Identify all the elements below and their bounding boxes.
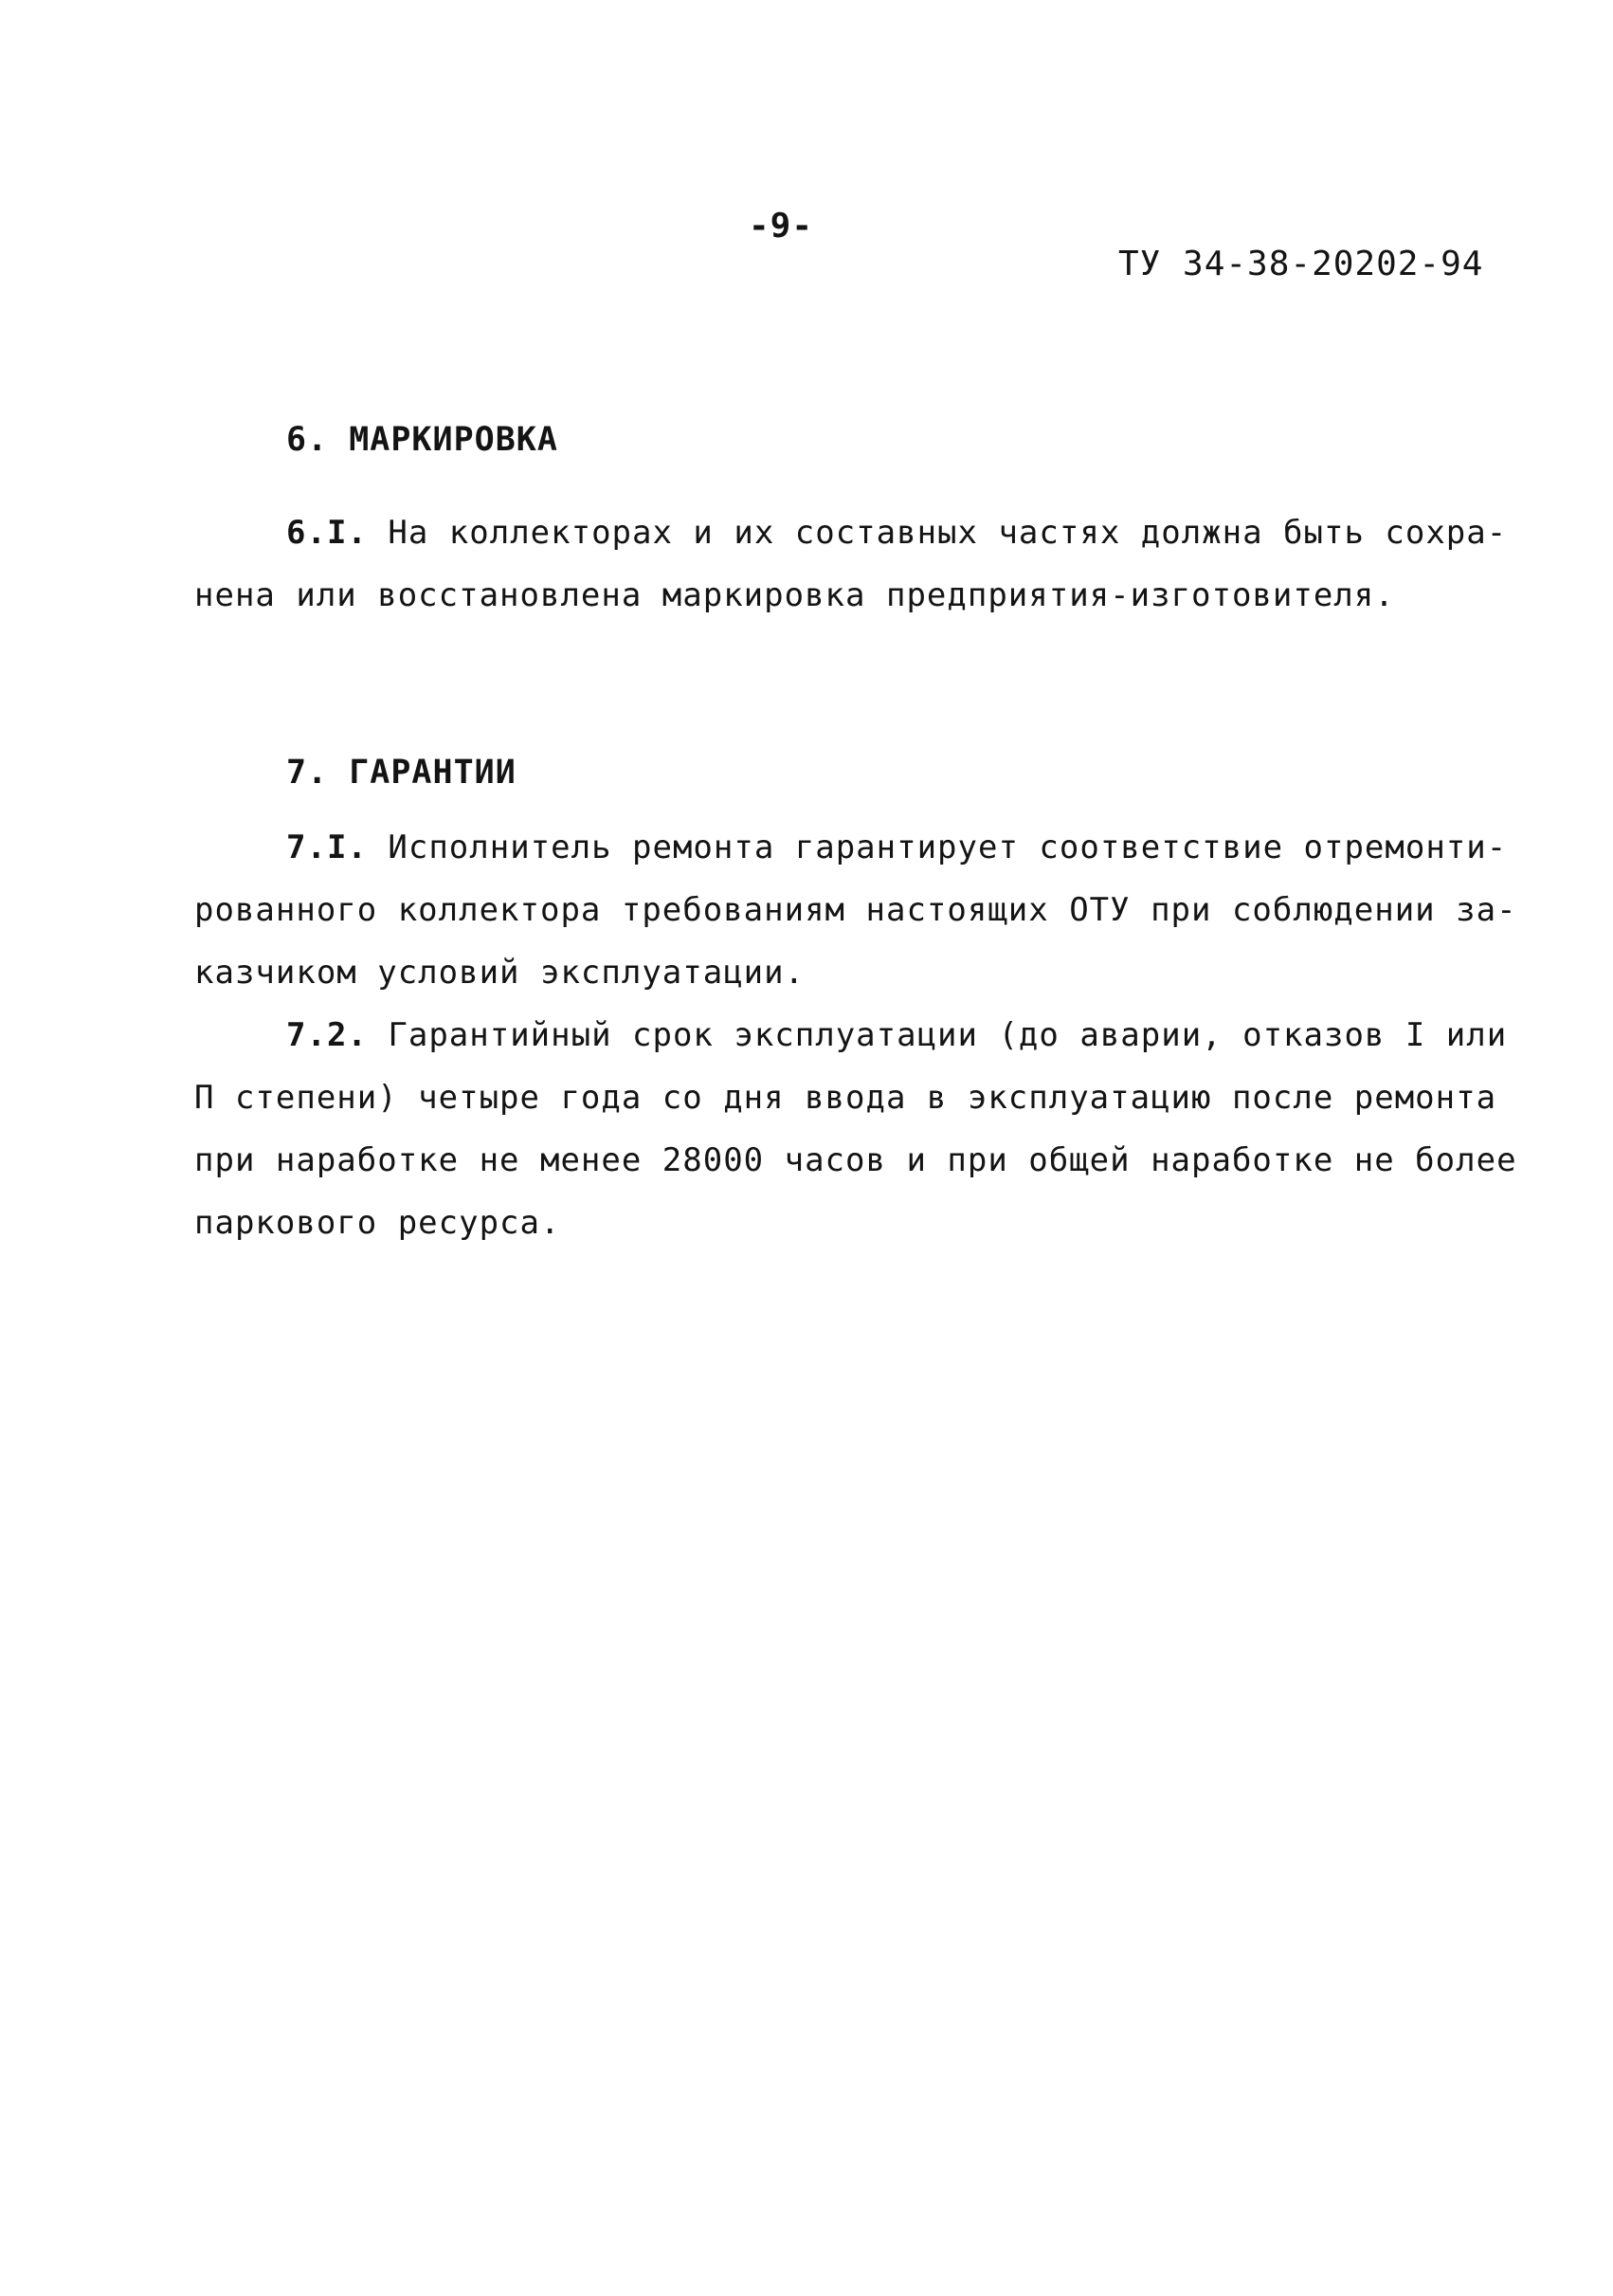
paragraph-6-1-line-1 bbox=[286, 514, 1507, 552]
paragraph-7-1-line-3: казчиком условий эксплуатации. bbox=[194, 954, 806, 992]
paragraph-7-2-line-2: П степени) четыре года со дня ввода в эксплуатацию после ремонта bbox=[194, 1079, 1497, 1117]
paragraph-7-2-text-1: Гарантийный срок эксплуатации (до аварии, отказов I или bbox=[388, 1016, 1508, 1054]
page-number: -9- bbox=[749, 207, 814, 246]
section-7-heading: 7. ГАРАНТИИ bbox=[286, 754, 517, 792]
paragraph-7-2-number: 7.2. bbox=[286, 1016, 368, 1054]
paragraph-6-1-line-2: нена или восстановлена маркировка предприятия-изготовителя. bbox=[194, 576, 1395, 614]
paragraph-7-1-number: 7.I. bbox=[286, 829, 368, 866]
paragraph-7-2-line-3: при наработке не менее 28000 часов и при общей наработке не более bbox=[194, 1141, 1517, 1179]
section-6-heading: 6. МАРКИРОВКА bbox=[286, 421, 558, 459]
paragraph-6-1-number: 6.I. bbox=[286, 514, 368, 552]
paragraph-7-1-line-1 bbox=[286, 829, 1507, 866]
paragraph-7-2-line-1 bbox=[286, 1016, 1507, 1054]
paragraph-7-1-line-2: рованного коллектора требованиям настоящих ОТУ при соблюдении за- bbox=[194, 891, 1517, 929]
document-code: ТУ 34-38-20202-94 bbox=[1118, 245, 1484, 283]
paragraph-6-1-text-1: На коллекторах и их составных частях должна быть сохра- bbox=[388, 514, 1508, 552]
paragraph-7-2-line-4: паркового ресурса. bbox=[194, 1204, 561, 1242]
paragraph-7-1-text-1: Исполнитель ремонта гарантирует соответствие отремонти- bbox=[388, 829, 1508, 866]
